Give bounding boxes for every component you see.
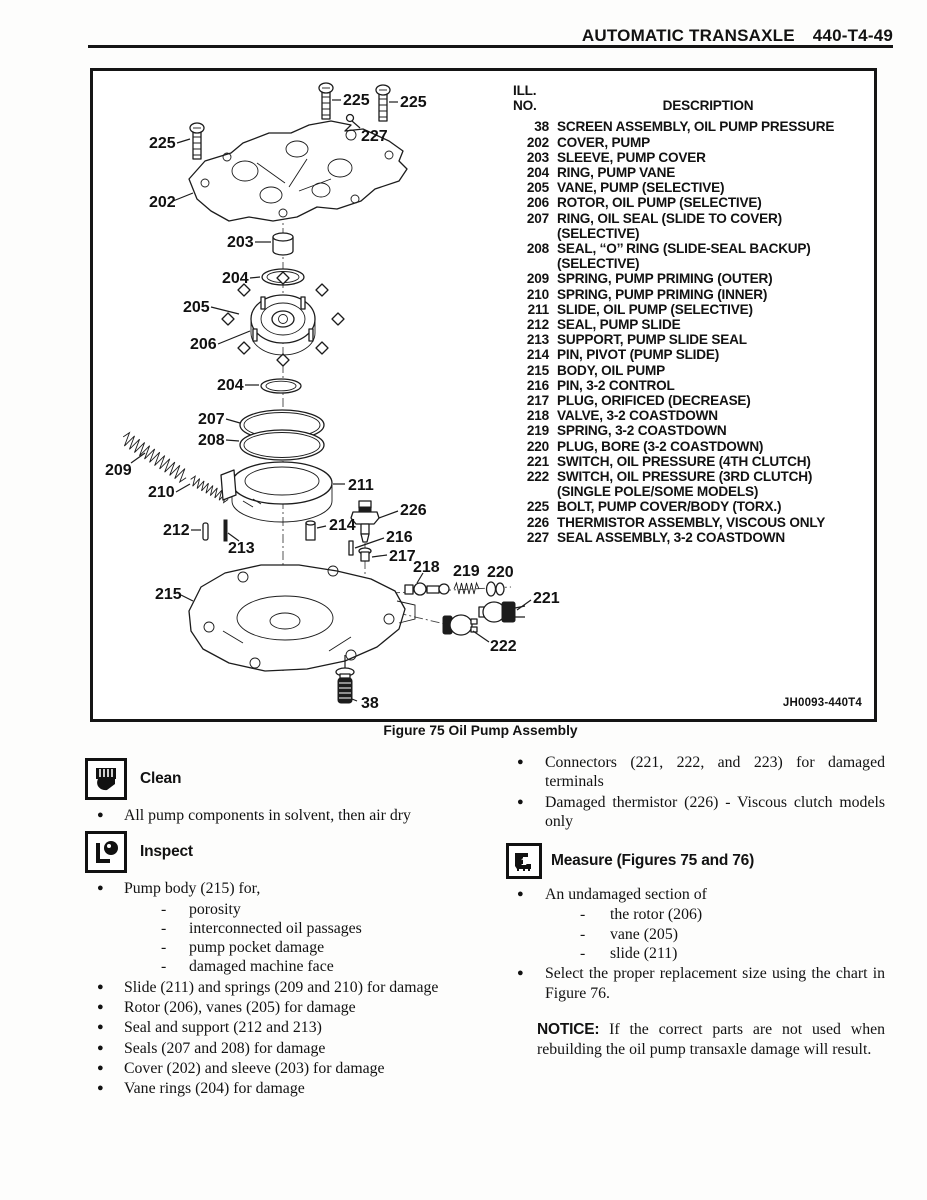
part-no: 220: [526, 438, 549, 454]
parts-row: [513, 271, 865, 286]
col-header-ill: ILL.: [513, 83, 537, 98]
part-no: 212: [526, 317, 549, 333]
part-215-pump-body: [189, 565, 415, 671]
part-desc: RING, OIL SEAL (SLIDE TO COVER) (SELECTIVE): [557, 210, 782, 241]
part-desc: VALVE, 3-2 COASTDOWN: [557, 408, 718, 424]
notice-text: If the correct parts are not used when rebuilding the oil pump transaxle damage will result.: [537, 1020, 886, 1058]
callout-214: 214: [329, 517, 356, 534]
list-item: ● Pump body (215) for,: [85, 879, 480, 898]
part-225-bolt-top2: [376, 85, 390, 121]
measure-icon: [506, 843, 542, 879]
parts-row: [513, 195, 865, 210]
bullet-icon: ●: [97, 1041, 104, 1054]
sub-item: - vane (205): [492, 925, 885, 944]
callout-203: 203: [227, 234, 254, 251]
part-desc: SEAL, ‘‘O’’ RING (SLIDE-SEAL BACKUP) (SELECTIVE): [557, 241, 811, 272]
parts-row: [513, 439, 865, 454]
parts-row: [513, 150, 865, 165]
list-item: ● An undamaged section of: [492, 885, 885, 904]
bullet-icon: ●: [97, 1082, 104, 1095]
part-no: 211: [527, 301, 549, 317]
list-item: ● Slide (211) and springs (209 and 210) for damage: [85, 978, 480, 997]
callout-221: 221: [533, 590, 560, 607]
part-no: 216: [526, 377, 549, 393]
bullet-icon: ●: [517, 795, 524, 808]
page-header: [88, 26, 893, 46]
list-item: ● Seal and support (212 and 213): [85, 1018, 480, 1037]
part-desc: SCREEN ASSEMBLY, OIL PUMP PRESSURE: [557, 119, 835, 135]
clean-title: Clean: [140, 770, 182, 787]
part-203-sleeve: [273, 233, 293, 255]
parts-row: [513, 347, 865, 362]
parts-row: [513, 423, 865, 438]
callout-211: 211: [348, 477, 374, 494]
bullet-icon: ●: [97, 1061, 104, 1074]
callout-207: 207: [198, 411, 225, 428]
bullet-icon: ●: [97, 1021, 104, 1034]
part-desc: VANE, PUMP (SELECTIVE): [557, 180, 725, 196]
bullet-icon: ●: [97, 809, 104, 821]
callout-216: 216: [386, 529, 413, 546]
left-column: [85, 752, 480, 1100]
bullet-icon: ●: [97, 882, 104, 895]
parts-row: [513, 211, 865, 241]
part-no: 209: [526, 271, 549, 287]
list-item: ● All pump components in solvent, then air dry: [85, 806, 480, 825]
dash-icon: -: [580, 906, 586, 924]
callout-220: 220: [487, 564, 514, 581]
part-no: 222: [526, 469, 549, 485]
callout-225-left: 225: [149, 135, 176, 152]
part-no: 219: [526, 423, 549, 439]
part-225-bolt-left: [190, 123, 204, 159]
figure-75-box: [90, 68, 877, 722]
list-item: ● Select the proper replacement size using the chart in Figure 76.: [492, 964, 885, 1003]
part-desc: BOLT, PUMP COVER/BODY (TORX.): [557, 499, 782, 515]
part-desc: SPRING, PUMP PRIMING (OUTER): [557, 271, 773, 287]
part-desc: SEAL ASSEMBLY, 3-2 COASTDOWN: [557, 529, 786, 545]
measure-title: Measure (Figures 75 and 76): [551, 852, 755, 870]
col-header-description: DESCRIPTION: [662, 98, 754, 114]
part-222-pressure-switch: [443, 615, 477, 635]
callout-204-lower: 204: [217, 377, 244, 394]
part-desc: SLIDE, OIL PUMP (SELECTIVE): [557, 301, 753, 317]
dash-icon: -: [161, 939, 167, 957]
parts-row: [513, 119, 865, 134]
parts-row: [513, 241, 865, 271]
sub-item: - slide (211): [492, 944, 885, 963]
parts-list: [513, 83, 865, 545]
part-218-coastdown-valve: [405, 583, 449, 595]
right-column: [492, 752, 885, 1100]
part-desc: RING, PUMP VANE: [557, 165, 676, 181]
part-211-slide: [221, 462, 332, 522]
part-desc: SUPPORT, PUMP SLIDE SEAL: [557, 332, 747, 348]
part-desc: SWITCH, OIL PRESSURE (3RD CLUTCH) (SINGLE POLE/SOME MODELS): [557, 469, 813, 500]
bullet-icon: ●: [517, 756, 524, 768]
parts-row: [513, 530, 865, 545]
part-no: 204: [526, 165, 549, 181]
parts-row: [513, 287, 865, 302]
part-desc: PLUG, ORIFICED (DECREASE): [557, 393, 751, 409]
callout-222: 222: [490, 638, 517, 655]
inspect-section-header: [85, 831, 480, 873]
part-208-o-ring: [240, 430, 324, 460]
callout-204-upper: 204: [222, 270, 249, 287]
sub-item: - interconnected oil passages: [85, 919, 480, 938]
list-item: ● Seals (207 and 208) for damage: [85, 1039, 480, 1058]
svg-text:1: 1: [521, 857, 527, 869]
sub-item: - the rotor (206): [492, 905, 885, 924]
part-220-bore-plug: [487, 582, 505, 596]
figure-caption: Figure 75 Oil Pump Assembly: [383, 723, 578, 738]
oil-pump-exploded-diagram: [93, 71, 563, 716]
part-desc: SLEEVE, PUMP COVER: [557, 149, 706, 165]
parts-list-header: [513, 83, 865, 113]
parts-row: [513, 393, 865, 408]
part-no: 38: [534, 119, 549, 135]
list-item: ● Cover (202) and sleeve (203) for damage: [85, 1059, 480, 1078]
parts-row: [513, 317, 865, 332]
part-no: 207: [526, 210, 549, 226]
page-code: 440-T4-49: [812, 26, 893, 45]
part-no: 210: [526, 286, 549, 302]
callout-209: 209: [105, 462, 132, 479]
part-desc: SPRING, 3-2 COASTDOWN: [557, 423, 727, 439]
part-216-control-pin: [349, 541, 353, 555]
part-213-seal-support: [224, 520, 227, 541]
list-item: ● Rotor (206), vanes (205) for damage: [85, 998, 480, 1017]
part-no: 213: [526, 332, 549, 348]
part-221-pressure-switch: [479, 602, 525, 622]
parts-row: [513, 408, 865, 423]
dash-icon: -: [161, 958, 167, 976]
part-214-pivot-pin: [306, 521, 315, 540]
dash-icon: -: [161, 900, 167, 918]
callout-202: 202: [149, 194, 176, 211]
list-item: ● Damaged thermistor (226) - Viscous clutch models only: [492, 793, 885, 832]
list-item: ● Vane rings (204) for damage: [85, 1079, 480, 1098]
part-no: 218: [526, 408, 549, 424]
callout-38: 38: [361, 695, 379, 712]
procedure-columns: [85, 752, 885, 1100]
part-desc: BODY, OIL PUMP: [557, 362, 665, 378]
part-no: 205: [526, 180, 549, 196]
part-no: 225: [526, 499, 549, 515]
part-no: 227: [526, 529, 549, 545]
col-header-no: NO.: [513, 98, 537, 114]
part-227-seal: [347, 115, 354, 122]
part-no: 226: [526, 514, 549, 530]
bullet-icon: ●: [517, 888, 524, 901]
dash-icon: -: [161, 919, 167, 937]
part-desc: SPRING, PUMP PRIMING (INNER): [557, 286, 768, 302]
part-desc: SEAL, PUMP SLIDE: [557, 317, 681, 333]
callout-218: 218: [413, 559, 440, 576]
part-desc: ROTOR, OIL PUMP (SELECTIVE): [557, 195, 762, 211]
header-rule: [88, 45, 893, 48]
callout-225-top1: 225: [343, 92, 370, 109]
measure-section-header: [492, 843, 885, 879]
callout-225-top2: 225: [400, 94, 427, 111]
sub-item: - porosity: [85, 900, 480, 919]
page-title: AUTOMATIC TRANSAXLE: [581, 26, 795, 45]
part-no: 202: [526, 134, 549, 150]
part-desc: PIN, 3-2 CONTROL: [557, 377, 675, 393]
clean-section-header: [85, 758, 480, 800]
dash-icon: -: [580, 925, 586, 943]
dash-icon: -: [580, 945, 586, 963]
inspect-icon: [85, 831, 127, 873]
part-219-coastdown-spring: [454, 583, 479, 594]
part-no: 208: [526, 241, 549, 257]
part-no: 214: [526, 347, 549, 363]
callout-205: 205: [183, 299, 210, 316]
part-desc: PLUG, BORE (3-2 COASTDOWN): [557, 438, 764, 454]
parts-row: [513, 332, 865, 347]
part-no: 221: [526, 453, 549, 469]
drawing-reference: JH0093-440T4: [782, 697, 862, 709]
parts-row: [513, 469, 865, 499]
parts-row: [513, 378, 865, 393]
callout-219: 219: [453, 563, 480, 580]
part-desc: COVER, PUMP: [557, 134, 650, 150]
part-217-orificed-plug: [359, 548, 371, 561]
part-no: 203: [526, 149, 549, 165]
parts-row: [513, 363, 865, 378]
callout-213: 213: [228, 540, 255, 557]
notice-paragraph: [492, 1020, 885, 1060]
part-225-bolt-top1: [319, 83, 333, 119]
notice-label: NOTICE:: [537, 1020, 600, 1038]
part-no: 206: [526, 195, 549, 211]
sub-item: - pump pocket damage: [85, 938, 480, 957]
bullet-icon: ●: [97, 1001, 104, 1014]
parts-row: [513, 302, 865, 317]
callout-217: 217: [389, 548, 416, 565]
part-desc: PIN, PIVOT (PUMP SLIDE): [557, 347, 720, 363]
sub-item: - damaged machine face: [85, 957, 480, 976]
parts-row: [513, 180, 865, 195]
part-desc: SWITCH, OIL PRESSURE (4TH CLUTCH): [557, 453, 811, 469]
part-no: 215: [526, 362, 549, 378]
clean-icon: [85, 758, 127, 800]
callout-227: 227: [361, 128, 388, 145]
parts-row: [513, 165, 865, 180]
callout-215: 215: [155, 586, 182, 603]
parts-row: [513, 515, 865, 530]
part-212-slide-seal: [203, 523, 208, 540]
part-desc: THERMISTOR ASSEMBLY, VISCOUS ONLY: [557, 514, 826, 530]
inspect-title: Inspect: [140, 843, 193, 861]
part-206-rotor: [251, 295, 315, 355]
part-204-vane-ring-lower: [261, 379, 301, 393]
callout-212: 212: [163, 522, 190, 539]
callout-210: 210: [148, 484, 175, 501]
bullet-icon: ●: [517, 967, 524, 980]
list-item: ● Connectors (221, 222, and 223) for damaged terminals: [492, 753, 885, 792]
parts-row: [513, 135, 865, 150]
bullet-icon: ●: [97, 980, 104, 993]
callout-206: 206: [190, 336, 217, 353]
callout-208: 208: [198, 432, 225, 449]
parts-row: [513, 499, 865, 514]
part-no: 217: [526, 393, 549, 409]
parts-row: [513, 454, 865, 469]
callout-226: 226: [400, 502, 427, 519]
